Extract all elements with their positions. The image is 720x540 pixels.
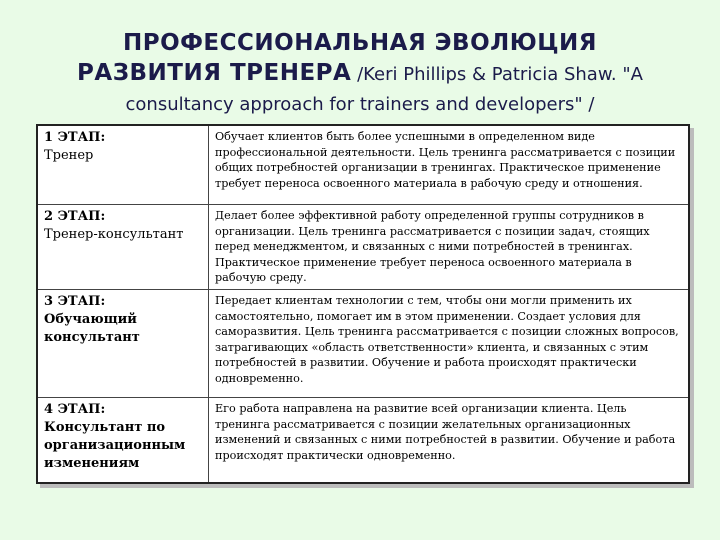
table-row <box>37 205 689 290</box>
stage-number: 2 ЭТАП: <box>44 209 106 224</box>
stage-cell <box>37 290 209 398</box>
slide-title <box>0 28 720 120</box>
stage-name: Тренер <box>44 148 94 163</box>
stage-name: Тренер-консультант <box>44 227 184 242</box>
stages-table <box>36 124 690 484</box>
stage-cell <box>37 398 209 484</box>
stage-number: 4 ЭТАП: <box>44 402 106 417</box>
table-row <box>37 125 689 205</box>
title-citation-end: consultancy approach for trainers and developers" / <box>125 94 595 115</box>
stage-cell <box>37 125 209 205</box>
stage-description: Передает клиентам технологии с тем, чтобы они могли применить их самостоятельно, помогает им в этом применении. Создает условия для саморазвития. Цель тренинга рассматривается с позиции сложных вопросов, затрагивающих «область ответственности» клиента, и связанных с этим потребностей в развитии. Обучение и работа происходят практически одновременно. <box>209 290 690 398</box>
stage-name: Обучающий консультант <box>44 312 140 345</box>
title-citation-start: /Keri Phillips & Patricia Shaw. "A <box>351 64 643 85</box>
stage-name: Консультант по организационным изменениям <box>44 420 186 471</box>
stage-number: 1 ЭТАП: <box>44 130 106 145</box>
stage-description: Его работа направлена на развитие всей организации клиента. Цель тренинга рассматривается с позиции желательных организационных изменений и связанных с ними потребностей в развитии. Обучение и работа происходят практически одновременно. <box>209 398 690 484</box>
stage-description: Обучает клиентов быть более успешными в определенном виде профессиональной деятельности. Цель тренинга рассматривается с позиции общих потребностей организации в тренингах. Практическое применение требует переноса освоенного материала в рабочую среду и отношения. <box>209 125 690 205</box>
title-line-2-bold: РАЗВИТИЯ ТРЕНЕРА <box>77 60 352 86</box>
title-line-1: ПРОФЕССИОНАЛЬНАЯ ЭВОЛЮЦИЯ <box>122 30 598 56</box>
table-row <box>37 290 689 398</box>
stage-cell <box>37 205 209 290</box>
table-row <box>37 398 689 484</box>
title-line-2 <box>0 58 720 90</box>
stage-number: 3 ЭТАП: <box>44 294 106 309</box>
stage-description: Делает более эффективной работу определенной группы сотрудников в организации. Цель тренинга рассматривается с позиции задач, стоящих перед менеджментом, и связанных с ними потребностей в тренингах. Практическое применение требует переноса освоенного материала в рабочую среду. <box>209 205 690 290</box>
